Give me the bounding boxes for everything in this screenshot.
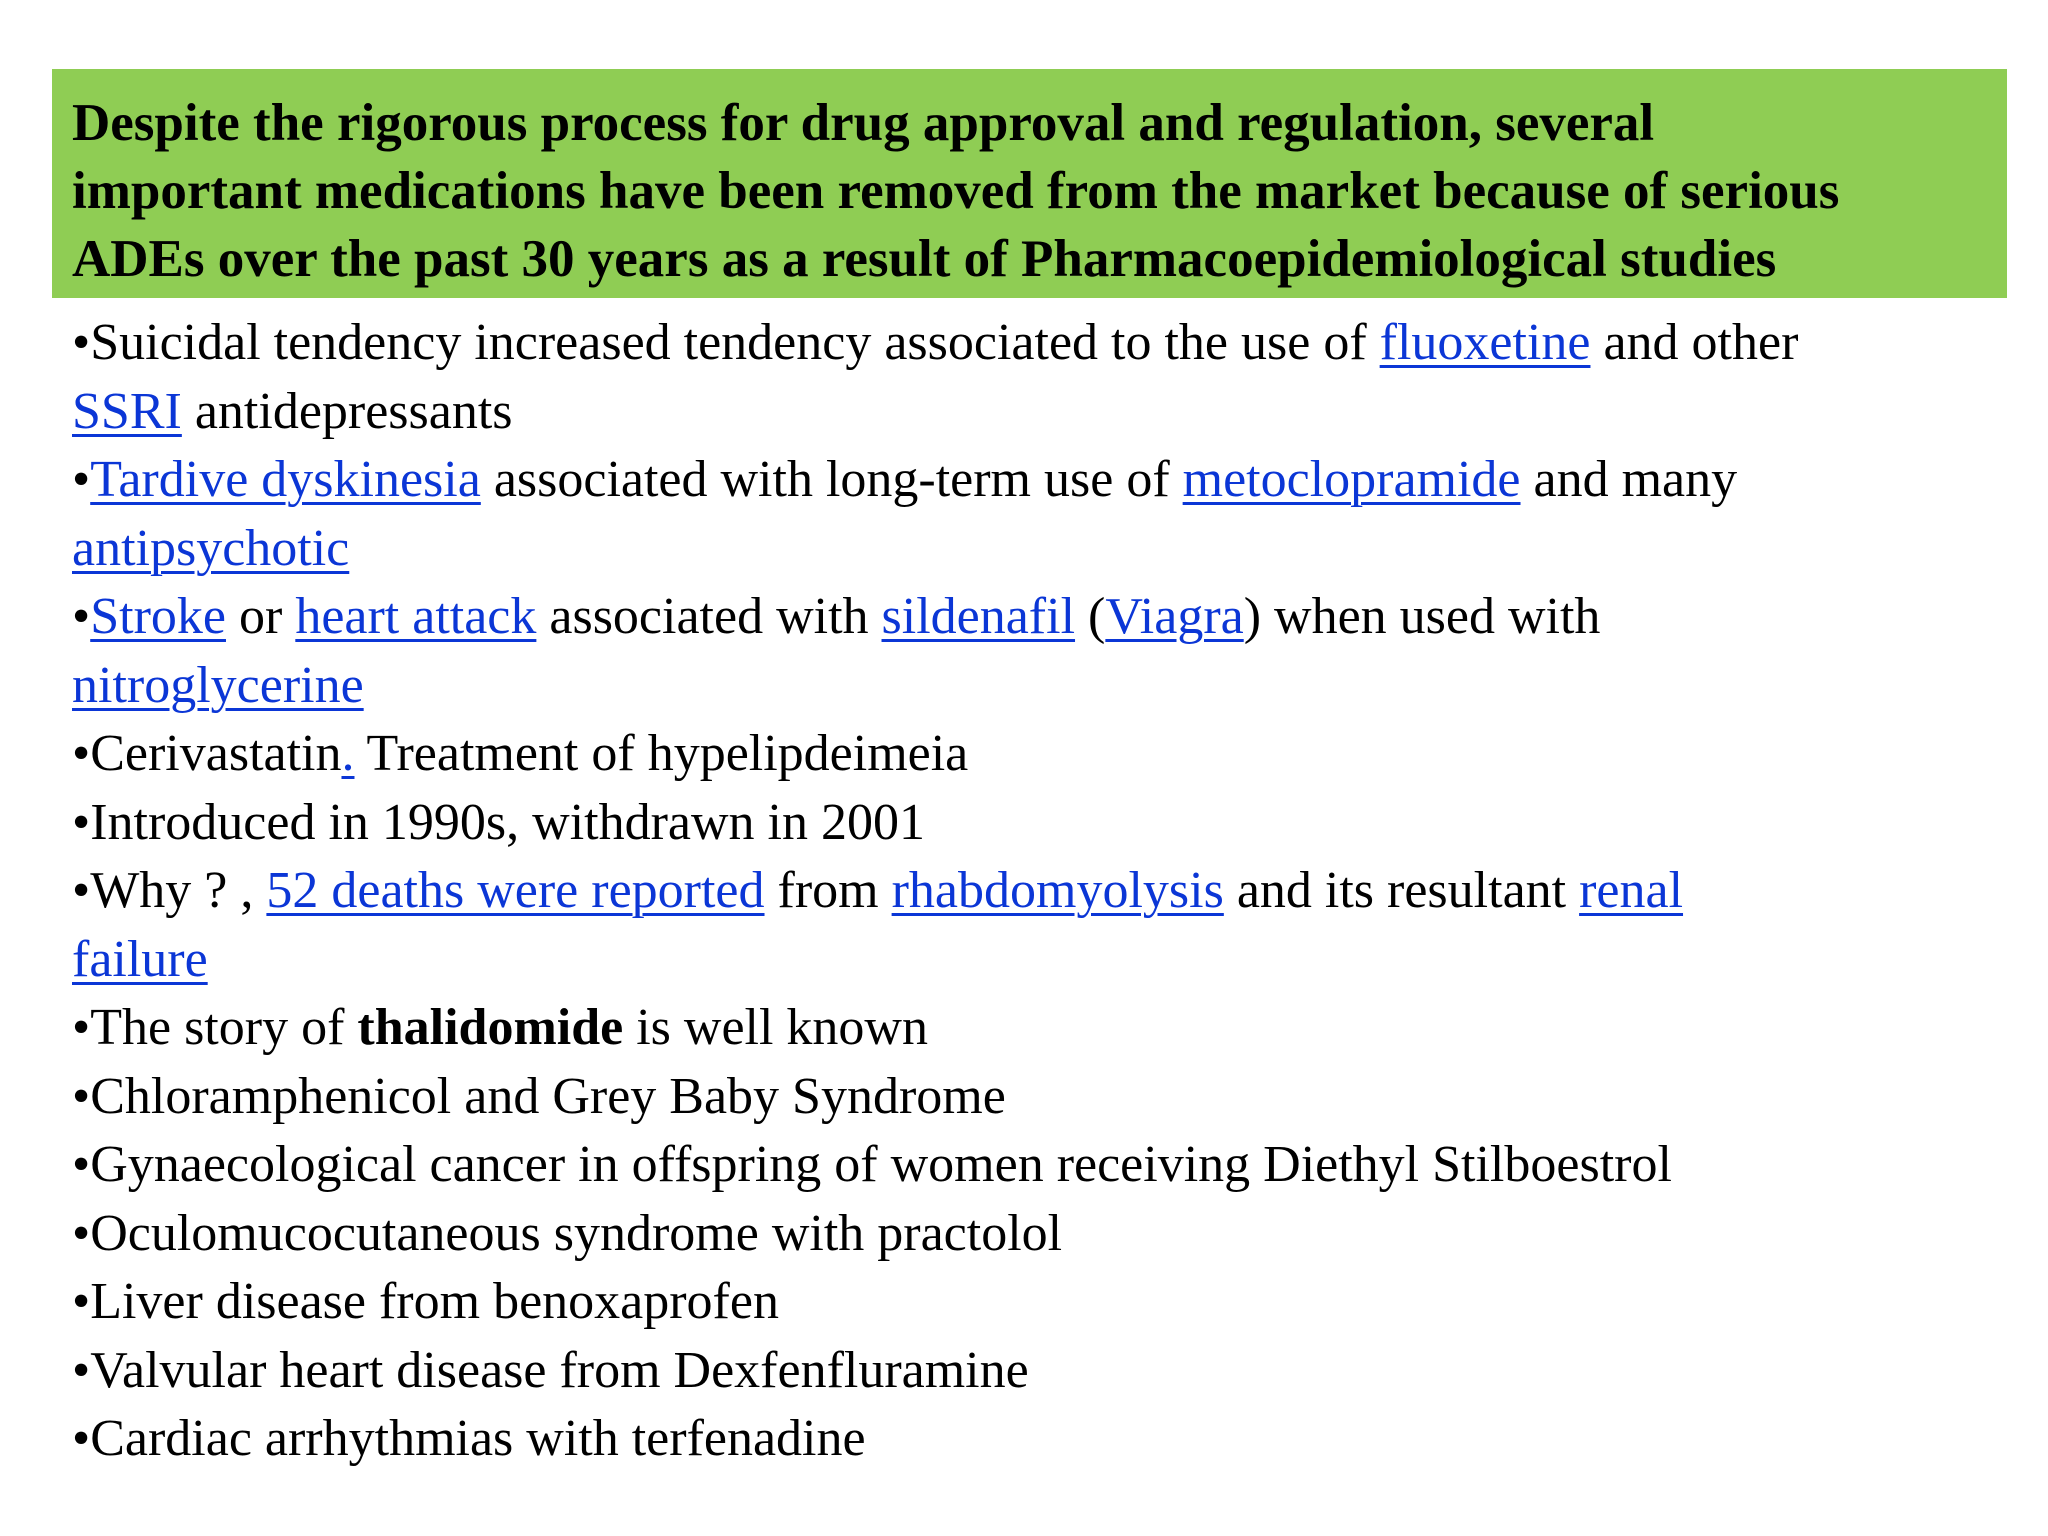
bullet-char: •	[72, 999, 91, 1056]
header-banner	[52, 69, 2007, 298]
header-line-1: Despite the rigorous process for drug approval and regulation, several	[72, 94, 1655, 152]
link-heart-attack[interactable]: heart attack	[295, 588, 537, 645]
link-sildenafil[interactable]: sildenafil	[881, 588, 1076, 645]
bullet-char: •	[72, 1341, 91, 1399]
bullet-char: •	[72, 451, 91, 508]
header-line-3: ADEs over the past 30 years as a result of Pharmacoepidemiological studies	[72, 230, 1777, 288]
text: The story of	[90, 999, 358, 1056]
bullet-why-line-1	[72, 857, 2022, 926]
link-cerivastatin-period[interactable]: .	[341, 725, 355, 782]
header-text	[72, 89, 1987, 293]
bullet-liver	[72, 1268, 2022, 1337]
bullet-cardiac	[72, 1405, 2022, 1474]
link-failure[interactable]: failure	[72, 930, 208, 988]
bullet-oculomucocutaneous	[72, 1200, 2022, 1269]
text: Treatment of hypelipdeimeia	[354, 725, 969, 782]
bullet-tardive-line-2	[72, 515, 2022, 584]
text: antidepressants	[181, 382, 513, 440]
link-tardive-dyskinesia[interactable]: Tardive dyskinesia	[90, 451, 481, 508]
bullet-char: •	[72, 793, 91, 851]
text: and other	[1590, 314, 1799, 371]
bullet-char: •	[72, 862, 91, 919]
link-stroke[interactable]: Stroke	[90, 588, 226, 645]
bullet-tardive-line-1	[72, 446, 2022, 515]
bullet-thalidomide	[72, 994, 2022, 1063]
text: Valvular heart disease from Dexfenfluramine	[90, 1341, 1029, 1399]
text: Cardiac arrhythmias with terfenadine	[90, 1410, 866, 1467]
text: Introduced in 1990s, withdrawn in 2001	[90, 793, 925, 851]
bullet-char: •	[72, 725, 91, 782]
bullet-char: •	[72, 1273, 91, 1330]
link-ssri[interactable]: SSRI	[72, 382, 182, 440]
bullet-char: •	[72, 1067, 91, 1125]
bullet-char: •	[72, 1204, 91, 1262]
link-nitroglycerine[interactable]: nitroglycerine	[72, 656, 364, 714]
link-antipsychotic[interactable]: antipsychotic	[72, 519, 350, 577]
link-renal[interactable]: renal	[1579, 862, 1684, 919]
text: Cerivastatin	[90, 725, 342, 782]
bullet-stroke-line-2	[72, 652, 2022, 721]
text: ) when used with	[1243, 588, 1601, 645]
text: (	[1075, 588, 1106, 645]
text: associated with long-term use of	[480, 451, 1183, 508]
header-line-2: important medications have been removed from the market because of serious	[72, 162, 1840, 220]
text: or	[225, 588, 296, 645]
text: Gynaecological cancer in offspring of women receiving Diethyl Stilboestrol	[90, 1136, 1672, 1193]
link-fluoxetine[interactable]: fluoxetine	[1379, 314, 1591, 371]
text: Oculomucocutaneous syndrome with practolol	[90, 1204, 1063, 1262]
text: and many	[1520, 451, 1738, 508]
text: associated with	[536, 588, 882, 645]
bullet-char: •	[72, 1136, 91, 1193]
text: Why ? ,	[90, 862, 267, 919]
text: from	[764, 862, 892, 919]
thalidomide-bold: thalidomide	[357, 999, 624, 1056]
bullet-why-line-2	[72, 926, 2022, 995]
bullet-ssri-line-1	[72, 309, 2022, 378]
bullet-list	[72, 309, 2022, 1474]
bullet-cerivastatin	[72, 720, 2022, 789]
bullet-char: •	[72, 1410, 91, 1467]
bullet-valvular	[72, 1337, 2022, 1406]
bullet-char: •	[72, 588, 91, 645]
text: is well known	[623, 999, 928, 1056]
text: Suicidal tendency increased tendency associated to the use of	[90, 314, 1380, 371]
text: Liver disease from benoxaprofen	[90, 1273, 779, 1330]
link-metoclopramide[interactable]: metoclopramide	[1182, 451, 1521, 508]
bullet-introduced	[72, 789, 2022, 858]
bullet-char: •	[72, 314, 91, 371]
bullet-ssri-line-2	[72, 378, 2022, 447]
text: Chloramphenicol and Grey Baby Syndrome	[90, 1067, 1006, 1125]
bullet-stroke-line-1	[72, 583, 2022, 652]
text: and its resultant	[1223, 862, 1580, 919]
link-rhabdomyolysis[interactable]: rhabdomyolysis	[891, 862, 1224, 919]
bullet-gynaecological	[72, 1131, 2022, 1200]
link-52-deaths[interactable]: 52 deaths were reported	[266, 862, 765, 919]
bullet-chloramphenicol	[72, 1063, 2022, 1132]
link-viagra[interactable]: Viagra	[1105, 588, 1244, 645]
